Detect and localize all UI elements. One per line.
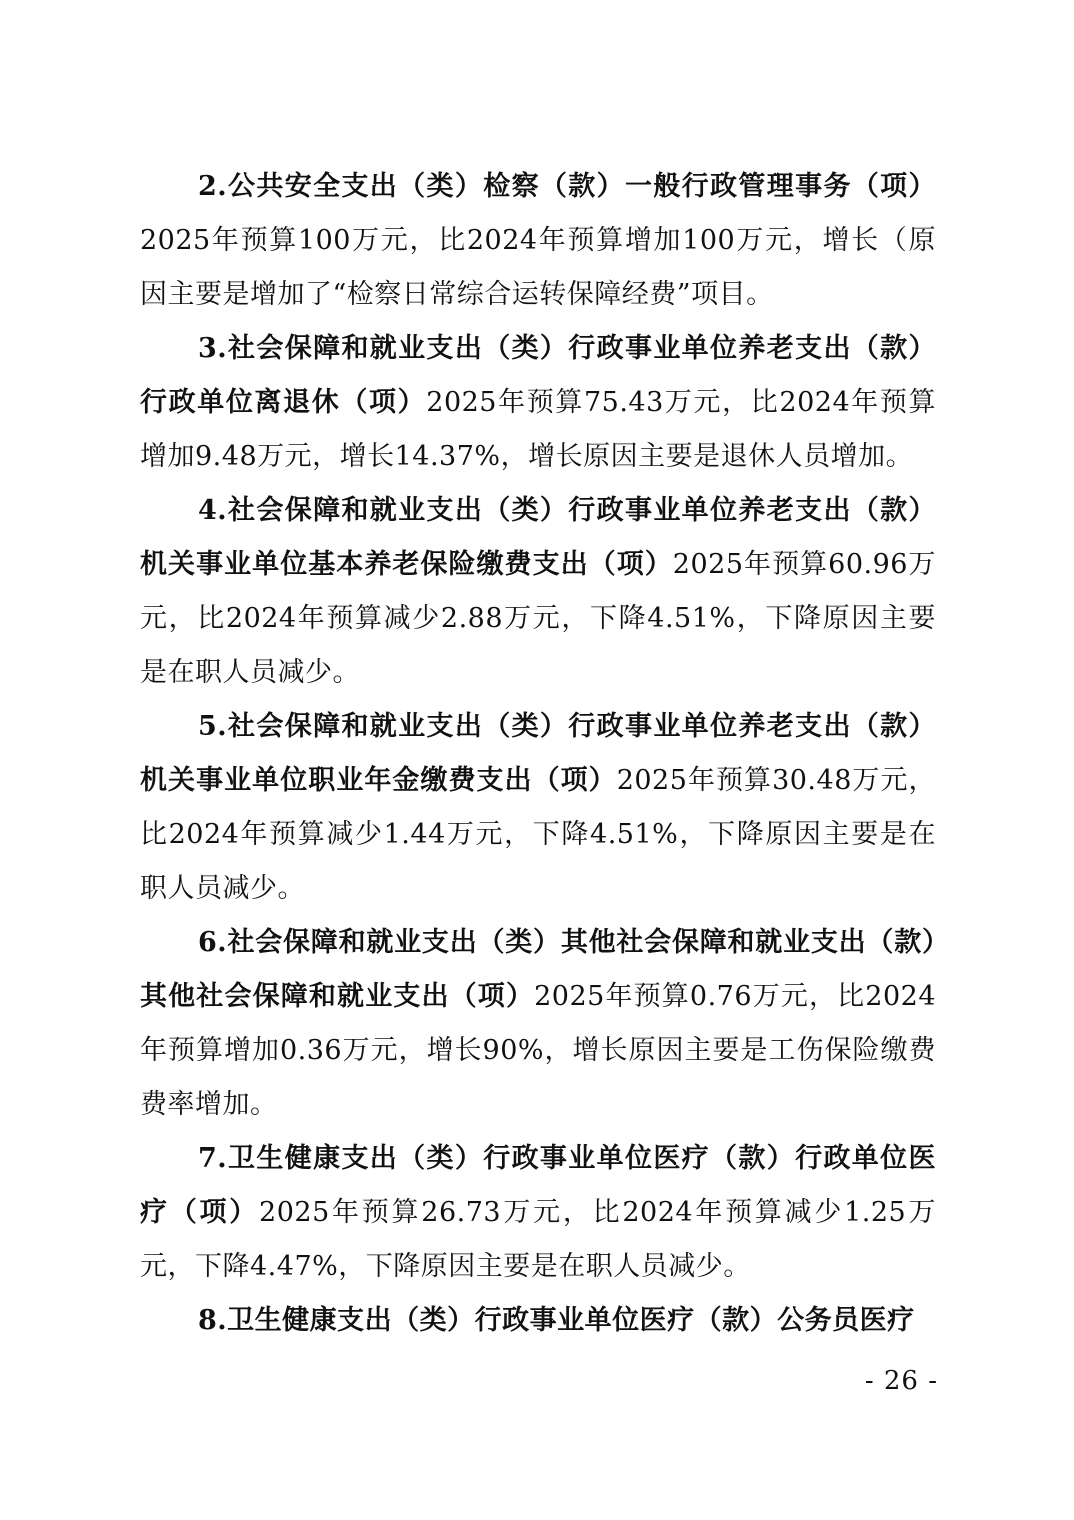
- paragraph-item-7: [140, 1132, 936, 1294]
- paragraph-heading: 5.社会保障和就业支出（类）行政事业单位养老支出（款）机关事业单位职业年金缴费支出（项）: [140, 711, 936, 796]
- page-number: - 26 -: [864, 1366, 938, 1396]
- document-body: [140, 160, 936, 1348]
- paragraph-heading: 7.卫生健康支出（类）行政事业单位医疗（款）行政单位医疗（项）: [140, 1143, 936, 1228]
- paragraph-text: 2025年预算75.43万元，比2024年预算增加9.48万元，增长14.37%，增长原因主要是退休人员增加。: [140, 387, 936, 472]
- paragraph-text: 2025年预算26.73万元，比2024年预算减少1.25万元，下降4.47%，下降原因主要是在职人员减少。: [140, 1197, 936, 1282]
- paragraph-heading: 6.社会保障和就业支出（类）其他社会保障和就业支出（款）其他社会保障和就业支出（项）: [140, 927, 936, 1012]
- paragraph-item-4: [140, 484, 936, 700]
- paragraph-text: 2025年预算100万元，比2024年预算增加100万元，增长（原因主要是增加了“检察日常综合运转保障经费”项目。: [140, 225, 936, 310]
- paragraph-item-5: [140, 700, 936, 916]
- paragraph-item-2: [140, 160, 936, 322]
- paragraph-text: 2025年预算0.76万元，比2024年预算增加0.36万元，增长90%，增长原因主要是工伤保险缴费费率增加。: [140, 981, 937, 1120]
- paragraph-heading: 4.社会保障和就业支出（类）行政事业单位养老支出（款）机关事业单位基本养老保险缴费支出（项）: [140, 495, 936, 580]
- paragraph-heading: 2.公共安全支出（类）检察（款）一般行政管理事务（项）: [198, 171, 936, 202]
- paragraph-item-6: [140, 916, 936, 1132]
- paragraph-item-8: [140, 1294, 936, 1348]
- paragraph-heading: 8.卫生健康支出（类）行政事业单位医疗（款）公务员医疗: [198, 1305, 915, 1336]
- paragraph-text: 2025年预算30.48万元，比2024年预算减少1.44万元，下降4.51%，下降原因主要是在职人员减少。: [140, 765, 936, 904]
- paragraph-heading: 3.社会保障和就业支出（类）行政事业单位养老支出（款）行政单位离退休（项）: [140, 333, 936, 418]
- paragraph-item-3: [140, 322, 936, 484]
- paragraph-text: 2025年预算60.96万元，比2024年预算减少2.88万元，下降4.51%，下降原因主要是在职人员减少。: [140, 549, 936, 688]
